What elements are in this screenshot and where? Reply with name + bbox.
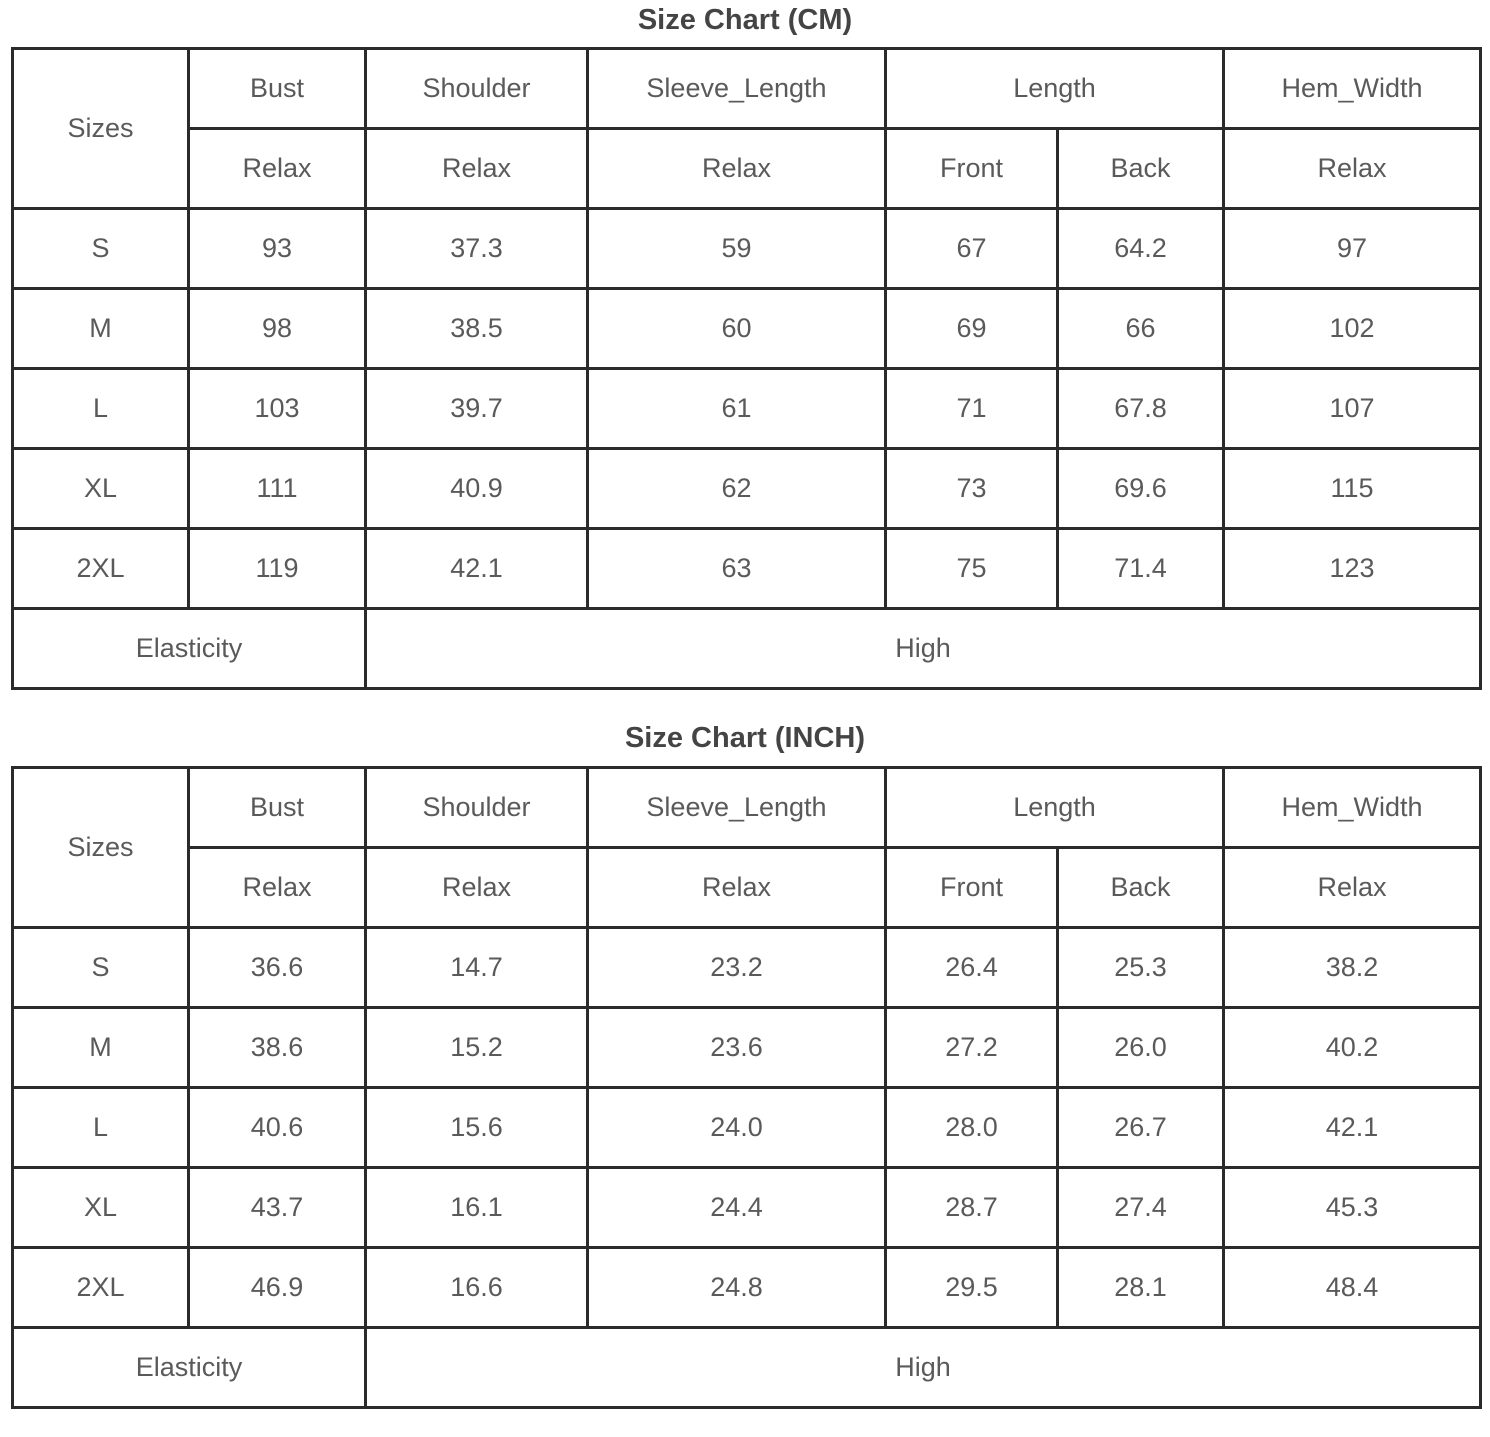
cell-shoulder: 42.1: [366, 529, 588, 609]
cell-sleeve: 60: [588, 289, 886, 369]
cell-size: M: [13, 1008, 189, 1088]
cell-front: 69: [886, 289, 1058, 369]
subheader-bust-relax: Relax: [189, 129, 366, 209]
size-chart-cm-title: Size Chart (CM): [637, 4, 853, 36]
table-row: [13, 369, 1481, 449]
cell-shoulder: 38.5: [366, 289, 588, 369]
header-shoulder: Shoulder: [366, 768, 588, 848]
cell-sleeve: 62: [588, 449, 886, 529]
cell-sleeve: 24.4: [588, 1168, 886, 1248]
cell-bust: 111: [189, 449, 366, 529]
cell-size: S: [13, 209, 189, 289]
cell-size: S: [13, 928, 189, 1008]
cell-hem: 40.2: [1224, 1008, 1481, 1088]
table-row: [13, 928, 1481, 1008]
elasticity-value: High: [366, 1328, 1481, 1408]
elasticity-row: [13, 609, 1481, 689]
cell-hem: 115: [1224, 449, 1481, 529]
cell-shoulder: 39.7: [366, 369, 588, 449]
subheader-row: [13, 848, 1481, 928]
subheader-hem-relax: Relax: [1224, 129, 1481, 209]
cell-front: 73: [886, 449, 1058, 529]
header-sizes: Sizes: [13, 49, 189, 209]
cell-back: 71.4: [1058, 529, 1224, 609]
cell-hem: 102: [1224, 289, 1481, 369]
cell-front: 28.0: [886, 1088, 1058, 1168]
cell-size: XL: [13, 1168, 189, 1248]
cell-bust: 46.9: [189, 1248, 366, 1328]
cell-size: 2XL: [13, 529, 189, 609]
header-sleeve-length: Sleeve_Length: [588, 49, 886, 129]
cell-size: 2XL: [13, 1248, 189, 1328]
cell-front: 28.7: [886, 1168, 1058, 1248]
subheader-length-back: Back: [1058, 129, 1224, 209]
subheader-bust-relax: Relax: [189, 848, 366, 928]
cell-front: 71: [886, 369, 1058, 449]
cell-front: 27.2: [886, 1008, 1058, 1088]
cell-shoulder: 40.9: [366, 449, 588, 529]
cell-bust: 93: [189, 209, 366, 289]
header-hem-width: Hem_Width: [1224, 49, 1481, 129]
subheader-row: [13, 129, 1481, 209]
subheader-sleeve-relax: Relax: [588, 848, 886, 928]
cell-bust: 119: [189, 529, 366, 609]
subheader-length-front: Front: [886, 848, 1058, 928]
cell-hem: 48.4: [1224, 1248, 1481, 1328]
cell-front: 67: [886, 209, 1058, 289]
header-row: [13, 49, 1481, 129]
cell-size: L: [13, 1088, 189, 1168]
header-length: Length: [886, 768, 1224, 848]
cell-hem: 107: [1224, 369, 1481, 449]
cell-back: 64.2: [1058, 209, 1224, 289]
cell-hem: 42.1: [1224, 1088, 1481, 1168]
cell-bust: 36.6: [189, 928, 366, 1008]
table-row: [13, 449, 1481, 529]
cell-front: 29.5: [886, 1248, 1058, 1328]
table-row: [13, 1248, 1481, 1328]
cell-shoulder: 15.6: [366, 1088, 588, 1168]
subheader-length-back: Back: [1058, 848, 1224, 928]
cell-sleeve: 24.0: [588, 1088, 886, 1168]
header-bust: Bust: [189, 49, 366, 129]
cell-hem: 38.2: [1224, 928, 1481, 1008]
cell-shoulder: 15.2: [366, 1008, 588, 1088]
elasticity-label: Elasticity: [13, 609, 366, 689]
cell-sleeve: 63: [588, 529, 886, 609]
cell-back: 28.1: [1058, 1248, 1224, 1328]
cell-size: L: [13, 369, 189, 449]
subheader-sleeve-relax: Relax: [588, 129, 886, 209]
cell-size: XL: [13, 449, 189, 529]
size-chart-inch-title: Size Chart (INCH): [624, 722, 866, 754]
table-row: [13, 289, 1481, 369]
header-row: [13, 768, 1481, 848]
table-row: [13, 1008, 1481, 1088]
cell-shoulder: 37.3: [366, 209, 588, 289]
header-bust: Bust: [189, 768, 366, 848]
subheader-length-front: Front: [886, 129, 1058, 209]
header-shoulder: Shoulder: [366, 49, 588, 129]
cell-bust: 103: [189, 369, 366, 449]
cell-front: 26.4: [886, 928, 1058, 1008]
cell-hem: 97: [1224, 209, 1481, 289]
table-row: [13, 209, 1481, 289]
cell-hem: 45.3: [1224, 1168, 1481, 1248]
cell-shoulder: 14.7: [366, 928, 588, 1008]
elasticity-label: Elasticity: [13, 1328, 366, 1408]
cell-size: M: [13, 289, 189, 369]
cell-back: 69.6: [1058, 449, 1224, 529]
cell-sleeve: 24.8: [588, 1248, 886, 1328]
cell-sleeve: 23.6: [588, 1008, 886, 1088]
cell-bust: 40.6: [189, 1088, 366, 1168]
cell-sleeve: 59: [588, 209, 886, 289]
cell-bust: 98: [189, 289, 366, 369]
cell-bust: 38.6: [189, 1008, 366, 1088]
cell-back: 67.8: [1058, 369, 1224, 449]
header-hem-width: Hem_Width: [1224, 768, 1481, 848]
table-row: [13, 529, 1481, 609]
cell-shoulder: 16.1: [366, 1168, 588, 1248]
header-length: Length: [886, 49, 1224, 129]
elasticity-row: [13, 1328, 1481, 1408]
cell-back: 26.7: [1058, 1088, 1224, 1168]
size-chart-cm-table: [11, 47, 1482, 690]
elasticity-value: High: [366, 609, 1481, 689]
subheader-hem-relax: Relax: [1224, 848, 1481, 928]
cell-hem: 123: [1224, 529, 1481, 609]
cell-bust: 43.7: [189, 1168, 366, 1248]
table-row: [13, 1088, 1481, 1168]
cell-front: 75: [886, 529, 1058, 609]
cell-sleeve: 23.2: [588, 928, 886, 1008]
header-sizes: Sizes: [13, 768, 189, 928]
subheader-shoulder-relax: Relax: [366, 848, 588, 928]
size-chart-inch-table: [11, 766, 1482, 1409]
cell-shoulder: 16.6: [366, 1248, 588, 1328]
cell-back: 26.0: [1058, 1008, 1224, 1088]
cell-back: 66: [1058, 289, 1224, 369]
cell-back: 25.3: [1058, 928, 1224, 1008]
cell-back: 27.4: [1058, 1168, 1224, 1248]
cell-sleeve: 61: [588, 369, 886, 449]
table-row: [13, 1168, 1481, 1248]
header-sleeve-length: Sleeve_Length: [588, 768, 886, 848]
subheader-shoulder-relax: Relax: [366, 129, 588, 209]
